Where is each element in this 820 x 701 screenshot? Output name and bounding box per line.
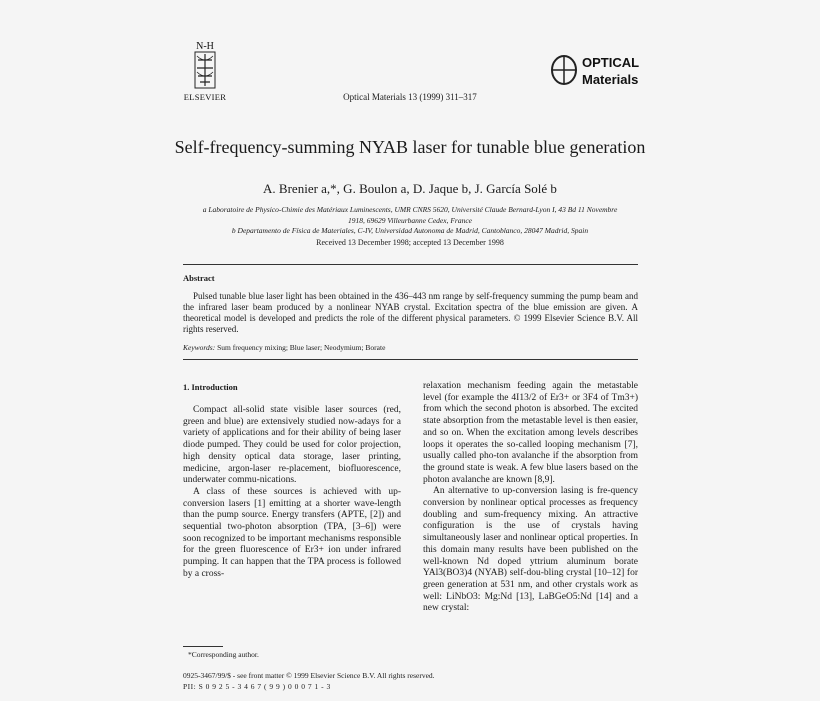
affiliation-a: a Laboratoire de Physico-Chimie des Matériaux Luminescents, UMR CNRS 5620, Université Claude Bernard-Lyon I, 43 Bd 11 Novembre 1918, 69629 Villeurbanne Cedex, France [202,205,618,225]
authors: A. Brenier a,*, G. Boulon a, D. Jaque b, J. García Solé b [263,181,557,196]
paragraph: A class of these sources is achieved with up-conversion lasers [1] emitting at a shorter wave-length than the pump source. Energy transfers (APTE, [2]) and sequential two-photon absorption (TPA, [3–6]) were soon recognized to be important mechanisms responsible for the green fluorescence of Er3+ ion under infrared pumping. It can happen that the TPA process is followed by a cross- [183,486,401,579]
section-heading: 1. Introduction [183,382,238,392]
paragraph: Compact all-solid state visible laser sources (red, green and blue) are extensively studied now-adays for a variety of applications and for their ability of being laser diode pumped. They could be used for color projection, high density optical data storage, laser printing, medicine, argon-laser re-placement, biofluorescence, underwater commu-nications. [183,405,401,486]
divider [183,264,638,265]
affiliation-b: b Departamento de Física de Materiales, C-IV, Universidad Autonoma de Madrid, Cantoblanco, 28047 Madrid, Spain [231,226,589,235]
journal-logo-line2: Materials [582,72,639,87]
journal-logo [548,46,642,94]
paper-title: Self-frequency-summing NYAB laser for tunable blue generation [174,137,646,157]
column-right [423,381,638,615]
column-left [183,405,401,581]
keywords-list: Sum frequency mixing; Blue laser; Neodymium; Borate [217,343,386,352]
abstract-text: Pulsed tunable blue laser light has been obtained in the 436–443 nm range by self-frequency summing the pump beam and the infrared laser beam produced by a nonlinear NYAB crystal. Excitation spectra of the blue emission are given. A theoretical model is developed and predicts the role of the different physical parameters. © 1999 Elsevier Science B.V. All rights reserved. [183,291,638,334]
publisher-name: ELSEVIER [183,92,227,102]
paragraph: An alternative to up-conversion lasing is fre-quency conversion by nonlinear optical processes as frequency doubling and sum-frequency mixing. An attractive configuration is the use of crystals having simultaneously laser and nonlinear optical properties. In this domain many results have been published on the well-known Nd doped yttrium aluminum borate YAl3(BO3)4 (NYAB) self-dou-bling crystal [10–12] for green generation at 531 nm, and other crystals work as well: LiNbO3: Mg:Nd [13], LaBGeO5:Nd [14] and a new crystal: [423,486,638,614]
received-dates: Received 13 December 1998; accepted 13 December 1998 [316,238,504,247]
abstract-heading: Abstract [183,273,215,283]
keywords [183,343,385,352]
pii-line: PII: S 0 9 2 5 - 3 4 6 7 ( 9 9 ) 0 0 0 7 1 - 3 [183,682,331,691]
journal-logo-line1: OPTICAL [582,55,640,70]
footnote: *Corresponding author. [188,650,259,659]
journal-citation: Optical Materials 13 (1999) 311–317 [343,92,477,102]
publisher-mark: N-H [196,41,214,52]
paragraph: relaxation mechanism feeding again the metastable level (for example the 4I13/2 of Er3+ or 3F4 of Tm3+) from which the second photon is absorbed. The excited state absorption from the metastable level is then easier, and so on. When the excitation among levels describes loops it operates the so-called looping mechanism [7], usually called pho-ton avalanche if the absorption from the ground state is weak. A few blue lasers based on the photon avalanche are known [8,9]. [423,381,638,485]
divider [183,359,638,360]
keywords-label: Keywords: [183,343,216,352]
footnote-rule [183,646,223,647]
issn-line: 0925-3467/99/$ - see front matter © 1999 Elsevier Science B.V. All rights reserved. [183,671,435,680]
